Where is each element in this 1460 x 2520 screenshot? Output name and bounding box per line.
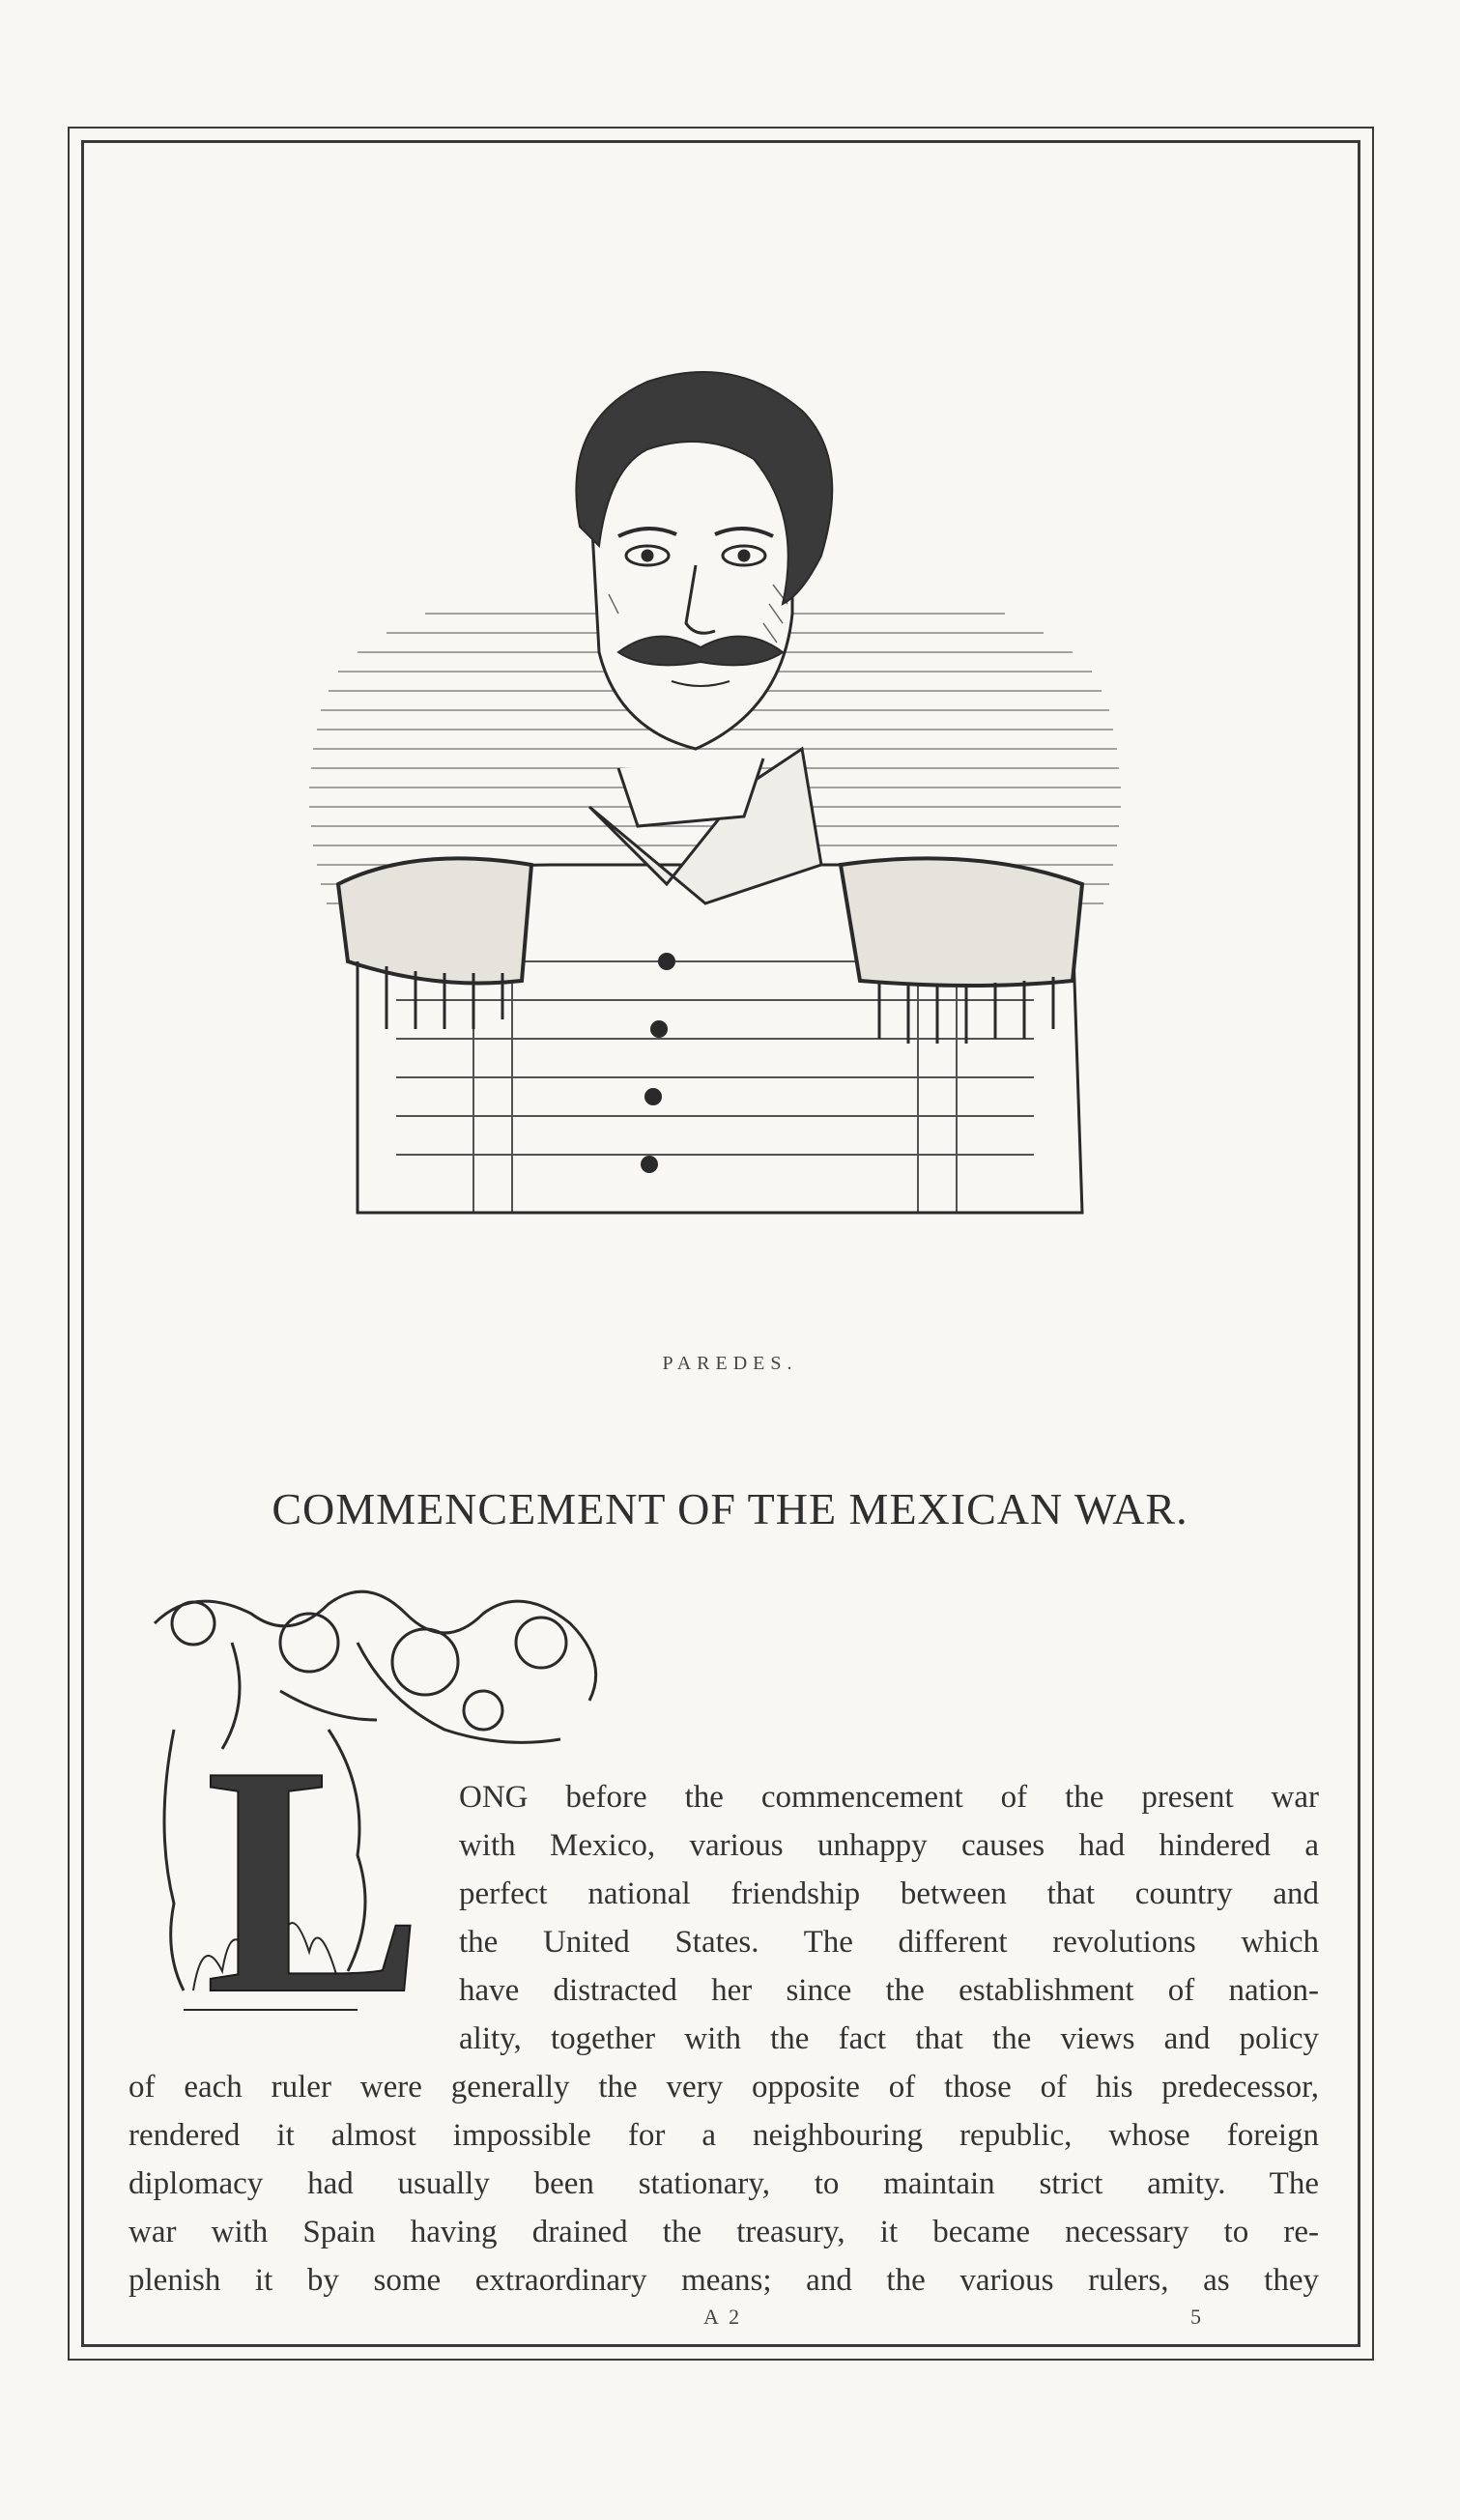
body-line: war with Spain having drained the treasury, it became necessary to re- bbox=[129, 2215, 1319, 2249]
body-line: perfect national friendship between that country and bbox=[459, 1876, 1319, 1911]
body-line: rendered it almost impossible for a neighbouring republic, whose foreign bbox=[129, 2118, 1319, 2153]
body-line: plenish it by some extraordinary means; and the various rulers, as they bbox=[129, 2263, 1319, 2298]
drop-cap-letter: L bbox=[205, 1698, 424, 2029]
body-line: ality, together with the fact that the views and policy bbox=[459, 2021, 1319, 2056]
body-line: have distracted her since the establishment of nation- bbox=[459, 1973, 1319, 2008]
body-line: ONG before the commencement of the present war bbox=[459, 1780, 1319, 1815]
portrait-caption: PAREDES. bbox=[662, 1353, 798, 1374]
page-number: 5 bbox=[1190, 2305, 1201, 2329]
body-line: diplomacy had usually been stationary, to maintain strict amity. The bbox=[129, 2166, 1319, 2201]
chapter-title: COMMENCEMENT OF THE MEXICAN WAR. bbox=[272, 1484, 1188, 1533]
body-line: of each ruler were generally the very opposite of those of his predecessor, bbox=[129, 2070, 1319, 2105]
signature-mark: A 2 bbox=[703, 2305, 743, 2329]
portrait-engraving bbox=[300, 362, 1131, 1290]
body-line: with Mexico, various unhappy causes had hindered a bbox=[459, 1828, 1319, 1863]
body-line: the United States. The different revolutions which bbox=[459, 1925, 1319, 1960]
